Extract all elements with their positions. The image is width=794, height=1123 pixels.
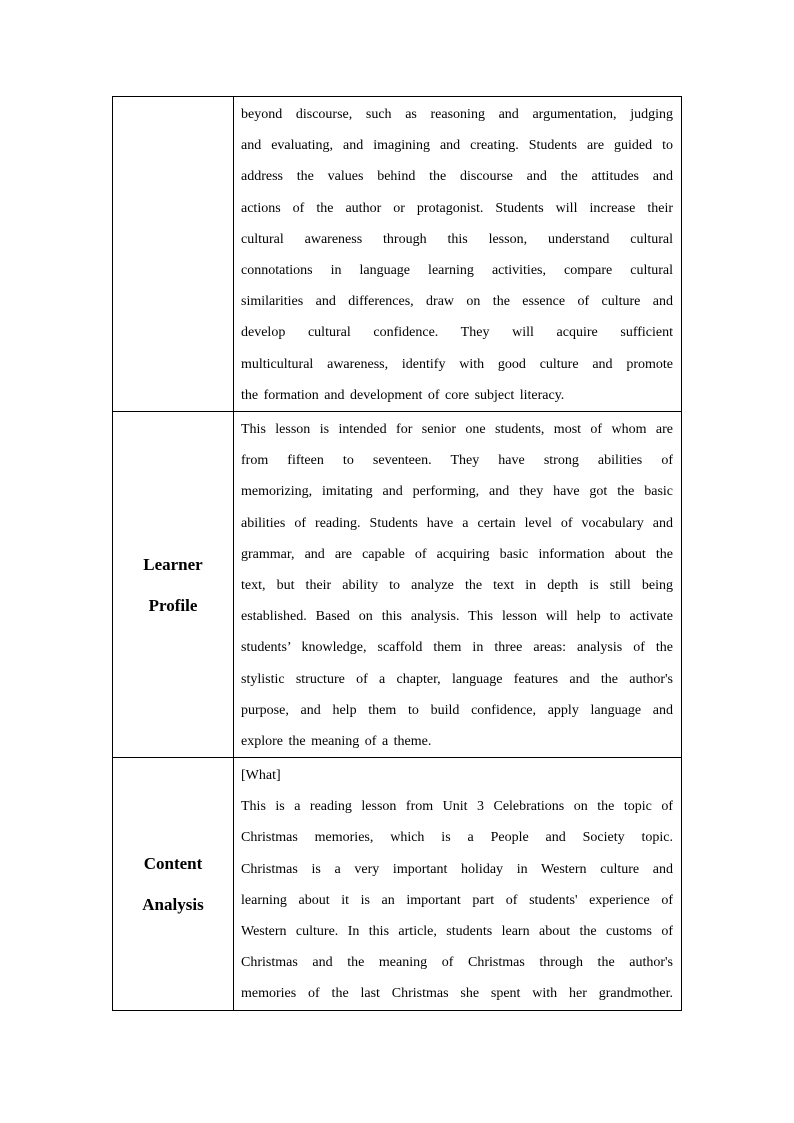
text-line: abilities of reading. Students have a certain level of vocabulary and [241,515,673,531]
text-line: Western culture. In this article, students learn about the customs of [241,924,673,939]
row-label-content-analysis [113,758,234,1011]
text-line: Christmas is a very important holiday in Western culture and [241,861,673,877]
row-label-line: Profile [148,595,198,615]
text-line: memories of the last Christmas she spent with her grandmother. [241,986,673,1002]
table-row [113,758,682,1011]
text-line: multicultural awareness, identify with good culture and promote [241,356,673,372]
text-line: Christmas and the meaning of Christmas through the author's [241,955,673,971]
lesson-plan-table [112,96,682,1011]
text-line: students’ knowledge, scaffold them in three areas: analysis of the [241,640,673,656]
text-line: from fifteen to seventeen. They have strong abilities of [241,453,673,469]
text-line: beyond discourse, such as reasoning and argumentation, judging [241,107,673,122]
text-line: cultural awareness through this lesson, understand cultural [241,231,673,247]
text-line: purpose, and help them to build confidence, apply language and [241,702,673,718]
row-label-learner-profile [113,412,234,758]
text-line: address the values behind the discourse and the attitudes and [241,169,673,185]
row-label-line: Analysis [142,894,204,914]
text-line: text, but their ability to analyze the text in depth is still being [241,577,673,593]
row-content-cell [234,412,682,758]
text-line: actions of the author or protagonist. Students will increase their [241,200,673,216]
text-line: memorizing, imitating and performing, and they have got the basic [241,484,673,500]
text-line: learning about it is an important part of students' experience of [241,892,673,908]
row-label-line: Learner [143,554,203,574]
text-line: Christmas memories, which is a People and Society topic. [241,830,673,846]
text-line: similarities and differences, draw on the essence of culture and [241,294,673,310]
text-line: This is a reading lesson from Unit 3 Celebrations on the topic of [241,799,673,815]
row-label-line: Content [143,853,203,873]
text-line: established. Based on this analysis. This lesson will help to activate [241,609,673,625]
text-line: explore the meaning of a theme. [241,733,432,749]
text-line: and evaluating, and imagining and creating. Students are guided to [241,138,673,154]
row-content-cell [234,97,682,412]
text-line: develop cultural confidence. They will acquire sufficient [241,325,673,341]
row-content-cell [234,758,682,1011]
text-line: connotations in language learning activities, compare cultural [241,262,673,278]
section-heading: [What] [241,768,281,784]
text-line: This lesson is intended for senior one students, most of whom are [241,422,673,437]
text-line: grammar, and are capable of acquiring basic information about the [241,546,673,562]
text-line: stylistic structure of a chapter, language features and the author's [241,671,673,687]
table-row [113,412,682,758]
table-row [113,97,682,412]
text-line: the formation and development of core subject literacy. [241,387,565,403]
row-label-cell-empty [113,97,234,412]
